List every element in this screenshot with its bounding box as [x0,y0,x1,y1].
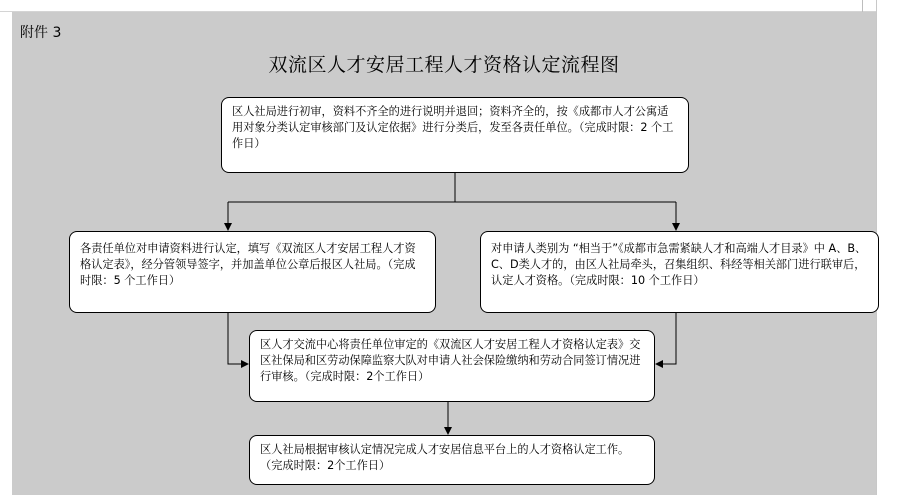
step-initial-review: 区人社局进行初审，资料不齐全的进行说明并退回；资料齐全的，按《成都市人才公寓适用对象分类认定审核部门及认定依据》进行分类后，发至各责任单位。（完成时限：2 个工作日） [221,97,689,173]
step-unit-certification: 各责任单位对申请资料进行认定，填写《双流区人才安居工程人才资格认定表》，经分管领导签字，并加盖单位公章后报区人社局。（完成时限：5 个工作日） [69,231,436,313]
step-platform-completion: 区人社局根据审核认定情况完成人才安居信息平台上的人才资格认定工作。（完成时限：2个工作日） [249,435,655,485]
attachment-label: 附件 3 [20,25,62,41]
step-joint-review: 对申请人类别为 “相当于”《成都市急需紧缺人才和高端人才目录》中 A、B、C、D类人才的，由区人社局牵头，召集组织、科经等相关部门进行联审后，认定人才资格。（完成时限：10 个工作日） [480,231,879,313]
flowchart-title: 双流区人才安居工程人才资格认定流程图 [268,54,620,76]
step-exchange-center-review: 区人才交流中心将责任单位审定的《双流区人才安居工程人才资格认定表》交区社保局和区劳动保障监察大队对申请人社会保险缴纳和劳动合同签订情况进行审核。（完成时限：2个工作日） [249,330,655,402]
document-page [12,12,876,495]
arrow-unit-to-exchange-center [228,313,248,364]
page-corner-mark [862,0,863,12]
arrow-joint-to-exchange-center [656,313,676,364]
